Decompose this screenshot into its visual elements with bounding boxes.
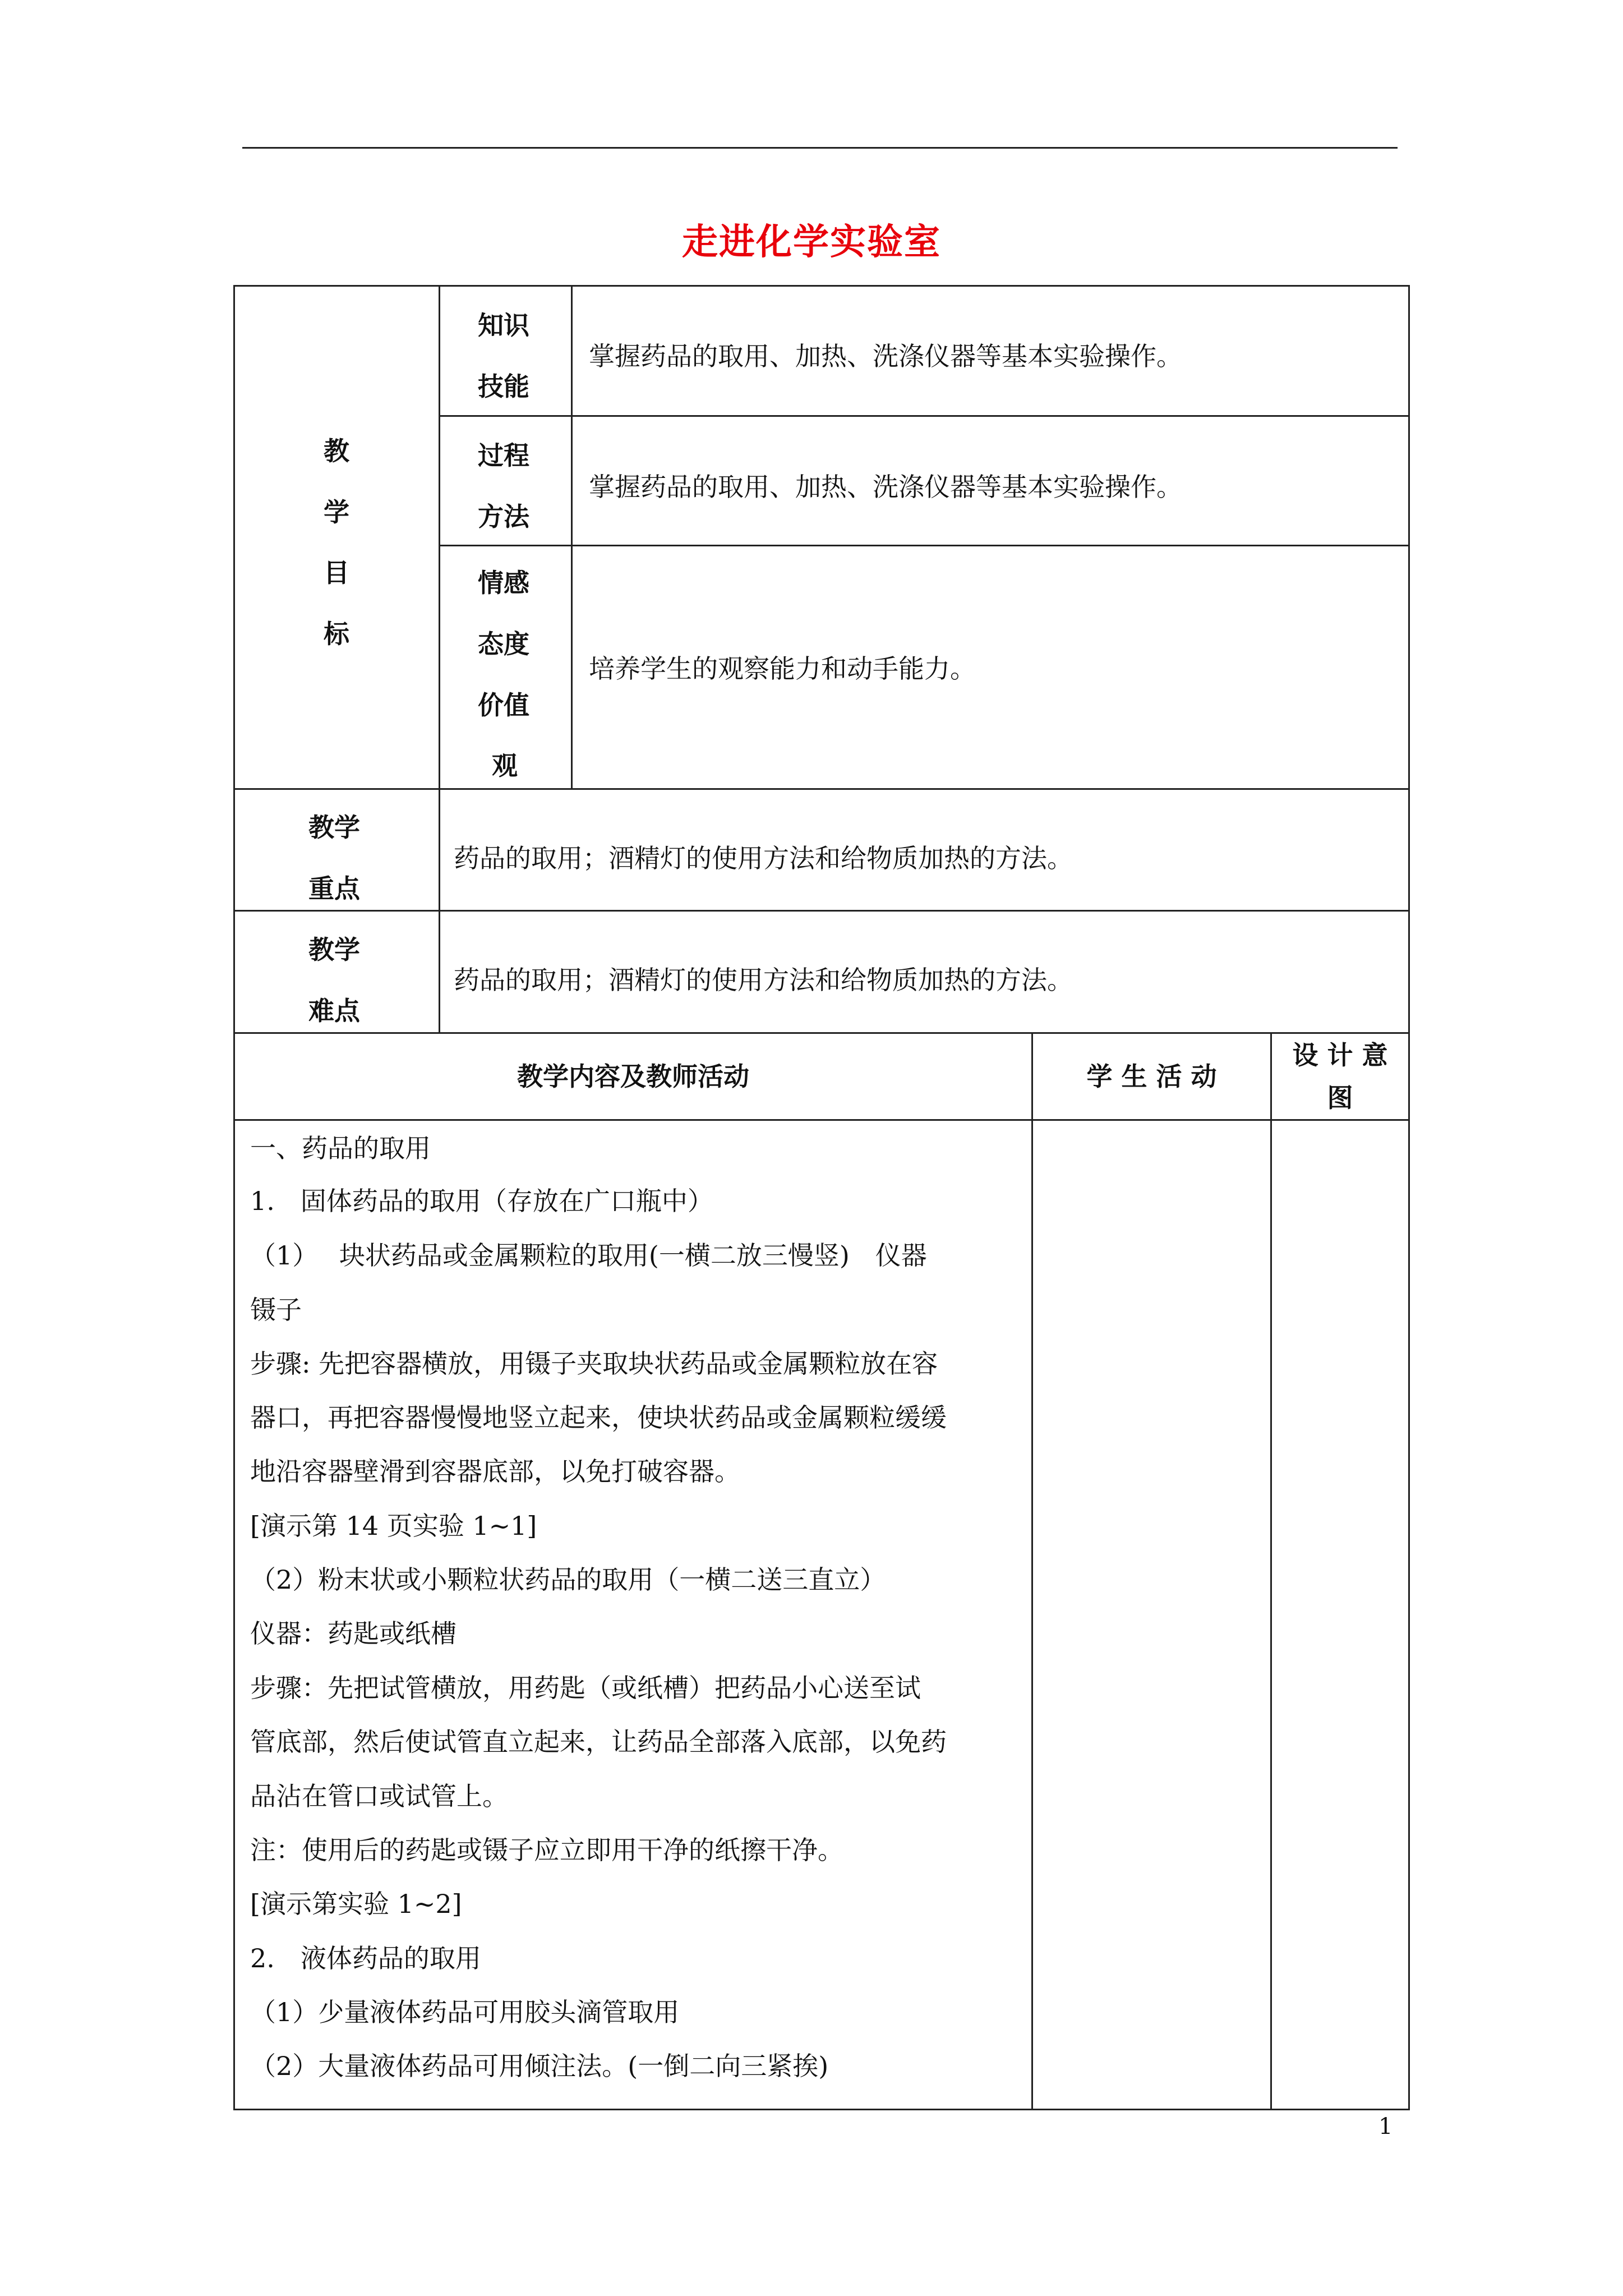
- table-rule: [439, 545, 1410, 546]
- content-line: （2）大量液体药品可用倾注法。(一倒二向三紧挨): [250, 2051, 829, 2081]
- table-border-top: [233, 285, 1410, 287]
- objective-content: 掌握药品的取用、加热、洗涤仪器等基本实验操作。: [589, 472, 1182, 502]
- table-border-left: [233, 285, 235, 2110]
- header-student-activity: 学 生 活 动: [1086, 1061, 1217, 1092]
- content-line: 注：使用后的药匙或镊子应立即用干净的纸擦干净。: [250, 1835, 843, 1865]
- objectives-label-char: 标: [324, 619, 349, 649]
- content-line: 1. 固体药品的取用（存放在广口瓶中）: [250, 1186, 713, 1216]
- objective-sublabel: 技能: [478, 371, 529, 402]
- difficulty-label: 难点: [308, 996, 360, 1026]
- table-rule: [233, 1032, 1410, 1034]
- objectives-label-char: 目: [324, 558, 349, 588]
- objective-sublabel: 过程: [478, 440, 529, 471]
- difficulty-content: 药品的取用；酒精灯的使用方法和给物质加热的方法。: [454, 965, 1073, 995]
- content-line: 管底部，然后使试管直立起来，让药品全部落入底部，以免药: [250, 1727, 947, 1757]
- content-line: 步骤：先把试管横放，用药匙（或纸槽）把药品小心送至试: [250, 1673, 921, 1703]
- objective-content: 掌握药品的取用、加热、洗涤仪器等基本实验操作。: [589, 341, 1182, 371]
- objective-sublabel: 观: [492, 751, 518, 781]
- content-line: 步骤: 先把容器横放，用镊子夹取块状药品或金属颗粒放在容: [250, 1349, 938, 1379]
- key-point-label: 重点: [308, 873, 360, 904]
- content-line: 2. 液体药品的取用: [250, 1943, 481, 1973]
- table-rule: [233, 910, 1410, 912]
- header-rule: [242, 147, 1398, 149]
- content-line: 地沿容器壁滑到容器底部，以免打破容器。: [250, 1456, 740, 1487]
- table-rule: [571, 285, 573, 790]
- content-line: [演示第 14 页实验 1~1]: [250, 1511, 537, 1541]
- objective-sublabel: 方法: [478, 501, 529, 532]
- content-line: （2）粉末状或小颗粒状药品的取用（一横二送三直立）: [250, 1565, 886, 1595]
- header-design-intent: 图: [1327, 1083, 1353, 1113]
- key-point-label: 教学: [308, 812, 360, 843]
- header-design-intent: 设 计 意: [1292, 1040, 1388, 1070]
- objectives-label-char: 教: [324, 436, 349, 466]
- table-rule: [1270, 1032, 1272, 2110]
- content-line: 一、药品的取用: [250, 1133, 431, 1163]
- table-rule: [233, 788, 1410, 790]
- content-line: [演示第实验 1~2]: [250, 1889, 462, 1919]
- objective-sublabel: 价值: [478, 690, 529, 720]
- difficulty-label: 教学: [308, 935, 360, 965]
- objectives-label-char: 学: [324, 497, 349, 527]
- content-line: 镊子: [250, 1295, 302, 1325]
- objective-sublabel: 情感: [478, 568, 529, 598]
- key-point-content: 药品的取用；酒精灯的使用方法和给物质加热的方法。: [454, 843, 1073, 873]
- table-rule: [439, 285, 440, 1034]
- objective-sublabel: 态度: [478, 629, 529, 659]
- page-title: 走进化学实验室: [682, 222, 941, 263]
- header-teaching-content: 教学内容及教师活动: [517, 1061, 749, 1092]
- table-border-bottom: [233, 2109, 1410, 2110]
- content-line: （1） 块状药品或金属颗粒的取用(一横二放三慢竖) 仪器: [250, 1240, 927, 1271]
- table-border-right: [1408, 285, 1410, 2110]
- table-rule: [233, 1119, 1410, 1121]
- page-number: 1: [1378, 2114, 1393, 2139]
- content-line: 品沾在管口或试管上。: [250, 1781, 508, 1811]
- content-line: （1）少量液体药品可用胶头滴管取用: [250, 1997, 680, 2027]
- table-rule: [1031, 1032, 1033, 2110]
- objective-content: 培养学生的观察能力和动手能力。: [589, 654, 976, 684]
- content-line: 器口，再把容器慢慢地竖立起来，使块状药品或金属颗粒缓缓: [250, 1402, 947, 1433]
- table-rule: [439, 415, 1410, 417]
- content-line: 仪器：药匙或纸槽: [250, 1618, 457, 1649]
- objective-sublabel: 知识: [478, 310, 529, 341]
